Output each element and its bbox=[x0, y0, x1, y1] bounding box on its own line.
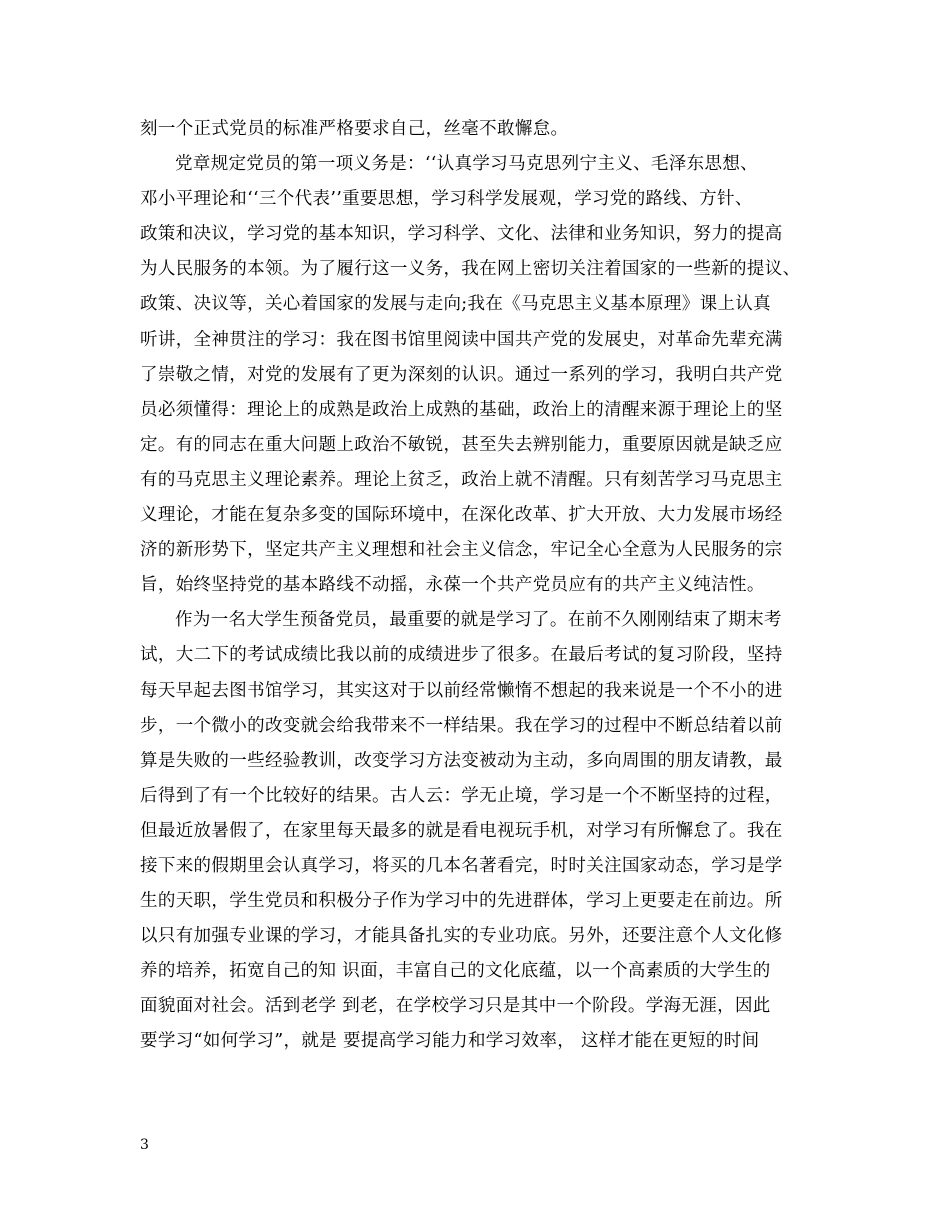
text-line: 为人民服务的本领。为了履行这一义务，我在网上密切关注着国家的一些新的提议、 bbox=[140, 259, 801, 280]
text-line: 刻一个正式党员的标准严格要求自己，丝毫不敢懈怠。 bbox=[140, 119, 569, 139]
text-line: 生的天职，学生党员和积极分子作为学习中的先进群体，学习上更要走在前边。所 bbox=[140, 891, 783, 912]
text-line: 听讲，全神贯注的学习：我在图书馆里阅读中国共产党的发展史，对革命先辈充满 bbox=[140, 329, 783, 350]
text-line: 济的新形势下，坚定共产主义理想和社会主义信念，牢记全心全意为人民服务的宗 bbox=[140, 540, 783, 561]
text-line: 算是失败的一些经验教训，改变学习方法变被动为主动，多向周围的朋友请教，最 bbox=[140, 750, 783, 771]
text-line: 试，大二下的考试成绩比我以前的成绩进步了很多。在最后考试的复习阶段，坚持 bbox=[140, 645, 783, 666]
text-line: 作为一名大学生预备党员，最重要的就是学习了。在前不久刚刚结束了期末考 bbox=[175, 610, 782, 631]
text-line: 面貌面对社会。活到老学 到老，在学校学习只是其中一个阶段。学海无涯，因此 bbox=[140, 996, 771, 1017]
text-line: 了崇敬之情，对党的发展有了更为深刻的认识。通过一系列的学习，我明白共产党 bbox=[140, 364, 783, 385]
text-line: 以只有加强专业课的学习，才能具备扎实的专业功底。另外，还要注意个人文化修 bbox=[140, 926, 783, 947]
text-line: 邓小平理论和‘‘三个代表’’重要思想，学习科学发展观，学习党的路线、方针、 bbox=[140, 189, 753, 210]
text-line: 后得到了有一个比较好的结果。古人云：学无止境，学习是一个不断坚持的过程， bbox=[140, 785, 783, 806]
text-line: 义理论，才能在复杂多变的国际环境中，在深化改革、扩大开放、大力发展市场经 bbox=[140, 505, 783, 526]
text-line: 员必须懂得：理论上的成熟是政治上成熟的基础，政治上的清醒来源于理论上的坚 bbox=[140, 399, 783, 420]
text-line: 但最近放暑假了，在家里每天最多的就是看电视玩手机，对学习有所懈怠了。我在 bbox=[140, 820, 783, 841]
text-line: 每天早起去图书馆学习，其实这对于以前经常懒惰不想起的我来说是一个不小的进 bbox=[140, 680, 783, 701]
text-line: 要学习“如何学习”，就是 要提高学习能力和学习效率， 这样才能在更短的时间 bbox=[140, 1031, 760, 1052]
text-line: 有的马克思主义理论素养。理论上贫乏，政治上就不清醒。只有刻苦学习马克思主 bbox=[140, 469, 783, 490]
text-line: 政策和决议，学习党的基本知识，学习科学、文化、法律和业务知识，努力的提高 bbox=[140, 224, 783, 245]
body-text bbox=[140, 112, 820, 1060]
text-line: 旨，始终坚持党的基本路线不动摇，永葆一个共产党员应有的共产主义纯洁性。 bbox=[140, 575, 765, 596]
text-line: 步，一个微小的改变就会给我带来不一样结果。我在学习的过程中不断总结着以前 bbox=[140, 715, 783, 736]
text-line: 党章规定党员的第一项义务是：‘‘认真学习马克思列宁主义、毛泽东思想、 bbox=[175, 154, 759, 175]
text-line: 定。有的同志在重大问题上政治不敏锐，甚至失去辨别能力，重要原因就是缺乏应 bbox=[140, 434, 783, 455]
text-line: 政策、决议等，关心着国家的发展与走向;我在《马克思主义基本原理》课上认真 bbox=[140, 294, 771, 315]
text-line: 养的培养，拓宽自己的知 识面，丰富自己的文化底蕴，以一个高素质的大学生的 bbox=[140, 961, 771, 982]
text-line: 接下来的假期里会认真学习，将买的几本名著看完，时时关注国家动态，学习是学 bbox=[140, 855, 783, 876]
page-number: 3 bbox=[140, 1137, 149, 1153]
